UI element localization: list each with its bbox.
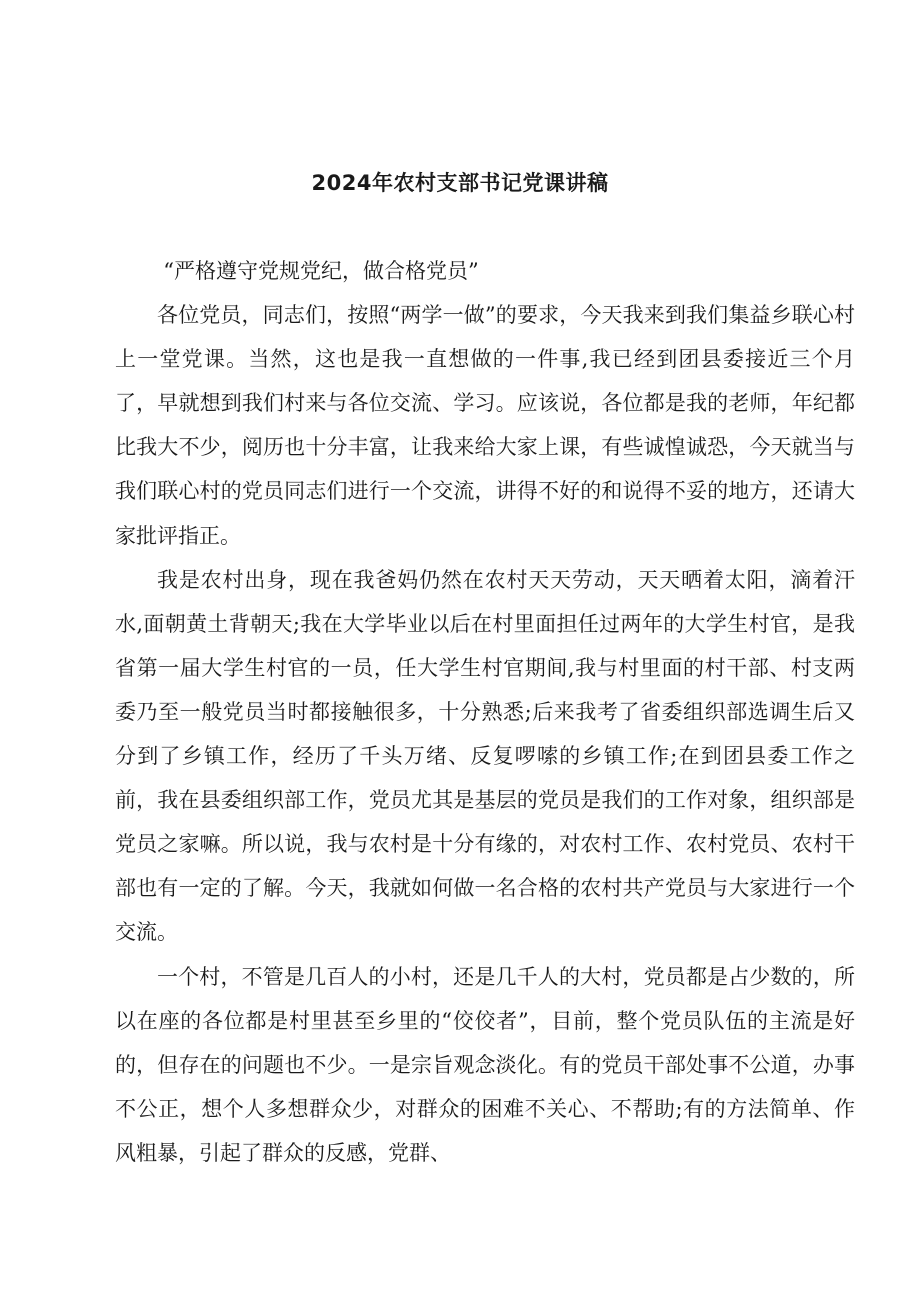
body-paragraph-2: 我是农村出身，现在我爸妈仍然在农村天天劳动，天天晒着太阳，滴着汗水,面朝黄土背朝天;我在大学毕业以后在村里面担任过两年的大学生村官，是我省第一届大学生村官的一员，任大学生村官期间,我与村里面的村干部、村支两委乃至一般党员当时都接触很多，十分熟悉;后来我考了省委组织部选调生后又分到了乡镇工作，经历了千头万绪、反复啰嗦的乡镇工作;在到团县委工作之前，我在县委组织部工作，党员尤其是基层的党员是我们的工作对象，组织部是党员之家嘛。所以说，我与农村是十分有缘的，对农村工作、农村党员、农村干部也有一定的了解。今天，我就如何做一名合格的农村共产党员与大家进行一个交流。	[115, 567, 855, 945]
document-subtitle: “严格遵守党规党纪，做合格党员”	[163, 259, 479, 283]
document-title: 2024年农村支部书记党课讲稿	[311, 171, 609, 195]
body-paragraph-3: 一个村，不管是几百人的小村，还是几千人的大村，党员都是占少数的，所以在座的各位都是村里甚至乡里的“佼佼者”，目前，整个党员队伍的主流是好的，但存在的问题也不少。一是宗旨观念淡化。有的党员干部处事不公道，办事不公正，想个人多想群众少，对群众的困难不关心、不帮助;有的方法简单、作风粗暴，引起了群众的反感，党群、	[115, 964, 855, 1165]
body-paragraph-1: 各位党员，同志们，按照“两学一做”的要求，今天我来到我们集益乡联心村上一堂党课。当然，这也是我一直想做的一件事,我已经到团县委接近三个月了，早就想到我们村来与各位交流、学习。应该说，各位都是我的老师，年纪都比我大不少，阅历也十分丰富，让我来给大家上课，有些诚惶诚恐，今天就当与我们联心村的党员同志们进行一个交流，讲得不好的和说得不妥的地方，还请大家批评指正。	[115, 303, 855, 548]
document-body	[115, 249, 855, 1175]
